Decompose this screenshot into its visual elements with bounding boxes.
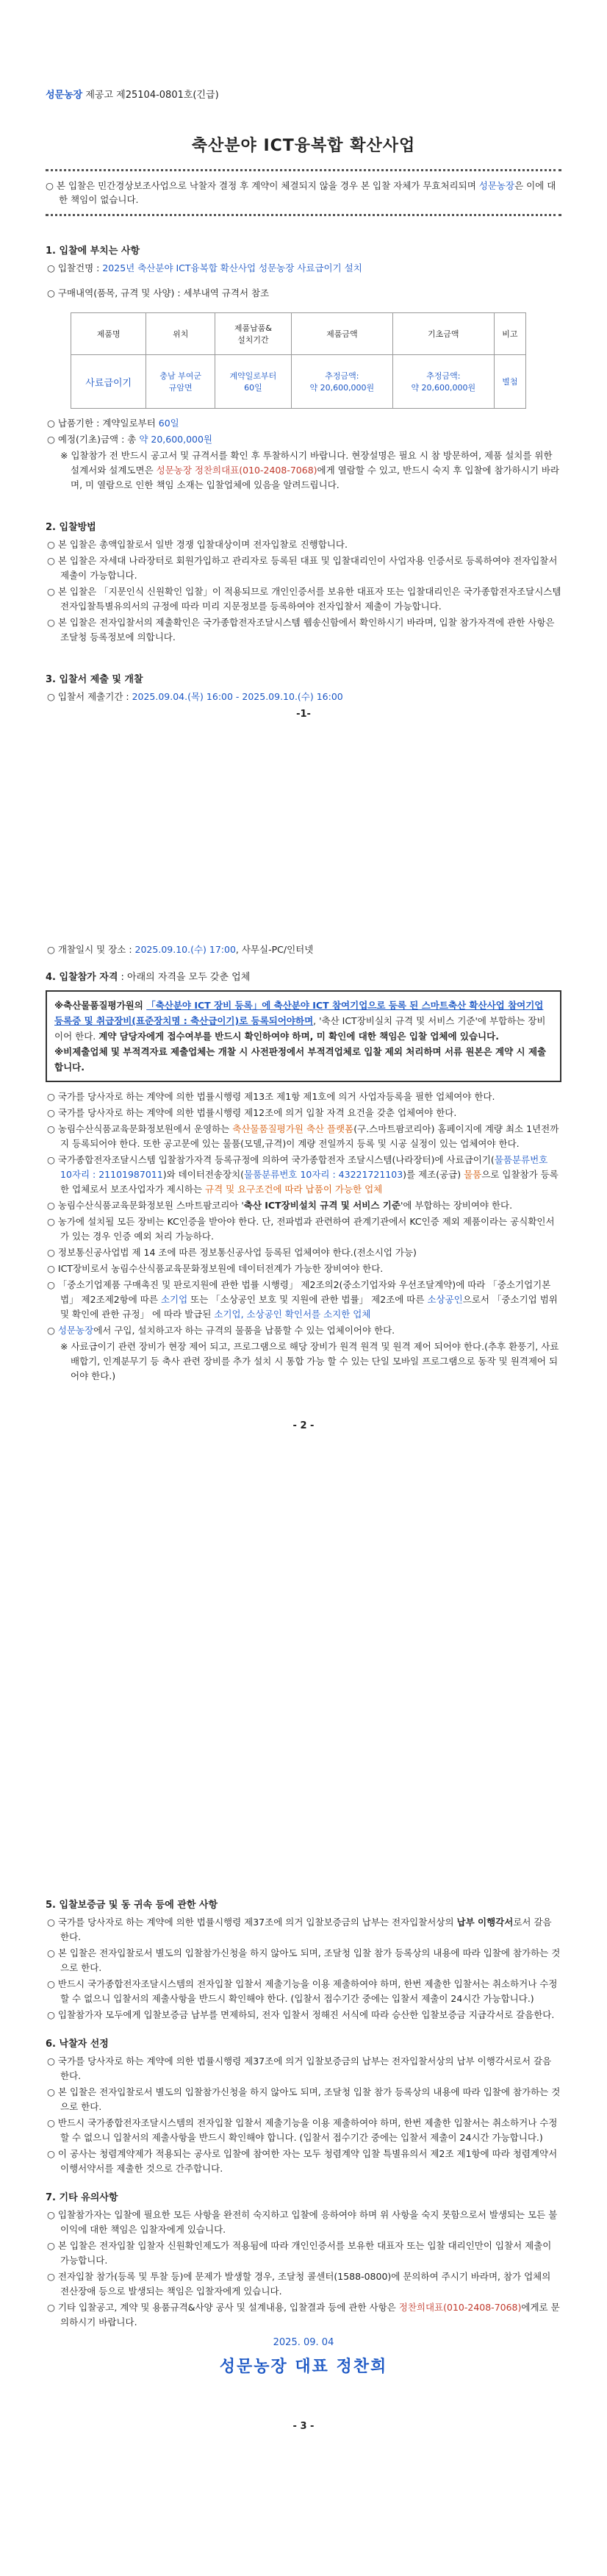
notice-header <box>46 87 561 101</box>
section-6-heading: 6. 낙찰자 선정 <box>46 2039 109 2050</box>
section-5-heading: 5. 입찰보증금 및 동 귀속 등에 관한 사항 <box>46 1900 218 1911</box>
table-header: 제품납품& 설치기간 <box>215 313 292 355</box>
site-note: ※ 입찰참가 전 반드시 공고서 및 규격서를 확인 후 투찰하시기 바랍니다. 현장설명은 필요 시 참 방문하여, 제품 설치를 위한 설계서와 설계도면은 성문농장 정찬희대표(010-2408-7068)에게 열람할 수 있고, 반드시 숙지 후 입찰에 참가하시기 바라며, 미 열람으로 인한 책임 소재는 입찰업체에 있음을 알려드립니다. <box>60 450 560 490</box>
method-p1: ○ 본 입찰은 총액입찰로서 일반 경쟁 입찰대상이며 전자입찰로 진행합니다. <box>47 539 348 550</box>
award-p3: ○ 반드시 국가종합전자조달시스템의 전자입찰 입찰서 제출기능을 이용 제출하여야 하며, 한번 제출한 입찰서는 취소하거나 수정할 수 없으니 입찰서의 제출사항을 반드시 확인해야 합니다. (입찰서 접수기간 중에는 입찰서 제출이 24시간 가능합니다.) <box>47 2117 558 2143</box>
section-7-heading: 7. 기타 유의사항 <box>46 2192 118 2203</box>
detail-note: ○ 구매내역(품목, 규격 및 사양) : 세부내역 규격서 참조 <box>47 287 270 298</box>
divider-top <box>46 169 561 171</box>
document-title: 축산분야 ICT융복합 확산사업 <box>191 137 416 155</box>
qual-6: ○ 농가에 설치될 모든 장비는 KC인증을 받아야 한다. 단, 전파법과 관련하여 관계기관에서 KC인증 제외 제품이라는 공식확인서가 있는 경우 인증 예외 처리 가능하다. <box>47 1216 555 1242</box>
submit-period: ○ 입찰서 제출기간 : 2025.09.04.(목) 16:00 - 2025.09.10.(수) 16:00 <box>47 691 343 702</box>
bond-p4: ○ 입찰참가자 모두에게 입찰보증금 납부를 면제하되, 전자 입찰서 정해진 서식에 따라 승산한 입찰보증금 지급각서로 갈음한다. <box>47 2009 555 2020</box>
table-cell: 추정금액: 약 20,600,000원 <box>291 355 392 409</box>
bond-p1: ○ 국가를 당사자로 하는 계약에 의한 법률시행령 제37조에 의거 입찰보증금의 납부는 전자입찰서상의 납부 이행각서로서 갈음 한다. <box>47 1917 552 1942</box>
divider-bottom <box>46 214 561 216</box>
qual-4: ○ 국가종합전자조달시스템 입찰참가자격 등록규정에 의하여 국가종합전자 조달시스템(나라장터)에 사료급이기(물품분류번호 10자리 : 21101987011)와 데이터전송장치(물품분류번호 10자리 : 43221721103)를 제조(공급) 물품으로 입찰참가 등록한 업체로서 보조사업자가 제시하는 규격 및 요구조건에 따라 납품이 가능한 업체 <box>47 1154 558 1195</box>
bond-p2: ○ 본 입찰은 전자입찰로서 별도의 입찰참가신청을 하지 않아도 되며, 조달청 입찰 참가 등록상의 내용에 따라 입찰에 참가하는 것으로 한다. <box>47 1947 561 1973</box>
qual-8: ○ ICT장비로서 농림수산식품교육문화정보원에 데이터전계가 가능한 장비여야 한다. <box>47 1263 384 1274</box>
page-2 <box>0 941 607 1431</box>
page-number-1: -1- <box>296 709 311 720</box>
section-4-heading: 4. 입찰참가 자격 : 아래의 자격을 모두 갖춘 업체 <box>46 972 251 983</box>
notice-date: 2025. 09. 04 <box>273 2337 334 2348</box>
table-header: 위치 <box>146 313 215 355</box>
qualification-box: ※축산물품질평가원의 「축산분야 ICT 장비 등록」에 축산분야 ICT 참여기업으로 등록 된 스마트축산 확산사업 참여기업 등록증 및 취급장비(표준장치명 : 축산급이기)로 등록되어야하며, '축산 ICT장비실치 규격 및 서비스 기준'에 부합하는 장비이어 한다. 계약 담당자에게 접수여부를 반드시 확인하여야 하며, 미 확인에 대한 책임은 입찰 업체에 있습니다. ※비제출업체 및 부적격자료 제출업체는 개찰 시 사전판정에서 부적격업체로 입찰 제외 처리하며 서류 원본은 계약 시 제출합니다. <box>46 990 561 1082</box>
table-header: 기초금액 <box>392 313 494 355</box>
qual-11: ※ 사료급이기 관련 장비가 현장 제어 되고, 프로그램으로 해당 장비가 원격 원격 및 원격 제어 되어야 한다.(추후 환풍기, 사료배합기, 인계분무기 등 축사 관련 장비를 추가 설치 시 통합 가능 할 수 있는 단일 모바일 프로그램으로 동작 및 원격제어 되어야 한다.) <box>60 1341 559 1381</box>
section-2-heading: 2. 입찰방법 <box>46 522 96 533</box>
table-header: 제품명 <box>71 313 146 355</box>
notice-number: 제공고 제25104-0801호(긴급) <box>85 90 219 101</box>
misc-p2: ○ 본 입찰은 전자입찰 입찰자 신원확인제도가 적용됨에 따라 개인인증서를 보유한 대표자 또는 입찰 대리인만이 입찰서 제출이 가능합니다. <box>47 2240 552 2266</box>
page-number-2: - 2 - <box>292 1420 315 1431</box>
award-p1: ○ 국가를 당사자로 하는 계약에 의한 법률시행령 제37조에 의거 입찰보증금의 납부는 전자입찰서상의 납부 이행각서로서 갈음 한다. <box>47 2056 552 2081</box>
table-header: 제품금액 <box>291 313 392 355</box>
qual-3: ○ 농림수산식품교육문화정보원에서 운영하는 축산물품질평가원 축산 플랫폼(구.스마트팜코리아) 홈페이지에 계량 최소 1년전까지 등록되어야 한다. 또한 공고문에 있는 물품(모델,규격)이 계량 전일까지 등록 및 시공 실정이 있는 업체여야 한다. <box>47 1123 559 1149</box>
qual-1: ○ 국가를 당사자로 하는 계약에 의한 법률시행령 제13조 제1항 제1호에 의거 사업자등록을 필한 업체여야 한다. <box>47 1091 495 1102</box>
qual-10: ○ 성문농장에서 구입, 설치하고자 하는 규격의 물품을 납품할 수 있는 업체이어야 한다. <box>47 1325 395 1336</box>
method-p3: ○ 본 입찰은 「지문인식 신원확인 입찰」이 적용되므로 개인인증서를 보유한 대표자 또는 입찰대리인은 국가종합전자조달시스템 전자입찰특별유의서의 규정에 따라 미리 지문정보를 등록하여야 전자입찰서 제출이 가능합니다. <box>47 586 561 612</box>
delivery-term: ○ 납품기한 : 계약일로부터 60일 <box>47 418 179 429</box>
award-p2: ○ 본 입찰은 전자입찰로서 별도의 입찰참가신청을 하지 않아도 되며, 조달청 입찰 참가 등록상의 내용에 따라 입찰에 참가하는 것으로 한다. <box>47 2086 561 2112</box>
section-3-heading: 3. 입찰서 제출 및 개찰 <box>46 674 143 685</box>
qual-2: ○ 국가를 당사자로 하는 계약에 의한 법률시행령 제12조에 의거 입찰 자격 요건을 갖춘 업체여야 한다. <box>47 1107 457 1118</box>
table-cell: 별첨 <box>494 355 525 409</box>
table-cell: 사료급이기 <box>71 355 146 409</box>
misc-p4: ○ 기타 입찰공고, 계약 및 용품규격&사양 공사 및 설계내용, 입찰결과 등에 관한 사항은 정찬희대표(010-2408-7068)에게로 문의하시기 바랍니다. <box>47 2302 560 2328</box>
item-name: ○ 입찰건명 : 2025년 축산분야 ICT융복합 확산사업 성문농장 사료급이기 설치 <box>47 262 362 273</box>
qual-9: ○ 「중소기업제품 구매촉진 및 판로지원에 관한 법률 시행령」 제2조의2(중소기업자와 우선조달계약)에 따라 「중소기업기본법」 제2조제2항에 따른 소기업 또는 「소상공인 보호 및 지원에 관한 법률」 제2조에 따른 소상공인으로서 「중소기업 범위 및 확인에 관한 규정」 에 따라 발급된 소기업, 소상공인 확인서를 소지한 업체 <box>47 1279 558 1320</box>
notice-org: 성문농장 <box>46 90 83 101</box>
method-p2: ○ 본 입찰은 자세대 나라장터로 회원가입하고 관리자로 등록된 대표 및 입찰대리인이 사업자용 인증서로 등록하여야 전자입찰서 제출이 가능합니다. <box>47 555 558 581</box>
method-p4: ○ 본 입찰은 전자입찰서의 제출확인은 국가종합전자조달시스템 웹송신함에서 확인하시기 바라며, 입찰 참가자격에 관한 사항은 조달청 등록정보에 의합니다. <box>47 617 555 643</box>
spec-table <box>71 312 526 409</box>
budget: ○ 예정(기초)금액 : 총 약 20,600,000원 <box>47 434 213 445</box>
page-3 <box>0 1897 607 2432</box>
signature: 성문농장 대표 정찬희 <box>219 2358 388 2376</box>
table-cell: 추정금액: 약 20,600,000원 <box>392 355 494 409</box>
table-cell: 충남 부여군 규암면 <box>146 355 215 409</box>
qual-5: ○ 농림수산식품교육문화정보원 스마트팜코리아 '축산 ICT장비설치 규격 및 서비스 기준'에 부합하는 장비여야 한다. <box>47 1200 513 1211</box>
table-header: 비고 <box>494 313 525 355</box>
misc-p3: ○ 전자입찰 참가(등록 및 투찰 등)에 문제가 발생할 경우, 조달청 콜센터(1588-0800)에 문의하여 주시기 바라며, 참가 업체의 전산장애 등으로 발생되는 책임은 입찰자에게 있습니다. <box>47 2271 551 2297</box>
table-cell: 계약일로부터 60일 <box>215 355 292 409</box>
misc-p1: ○ 입찰참가자는 입찰에 필요한 모든 사항을 완전히 숙지하고 입찰에 응하여야 하며 위 사항을 숙지 못함으로서 발생되는 모든 불이익에 대한 책임은 입찰자에게 있습니다. <box>47 2209 558 2235</box>
qual-7: ○ 정보통신공사업법 제 14 조에 따른 정보통신공사업 등록된 업체여야 한다.(전소시업 가능) <box>47 1247 417 1258</box>
award-p4: ○ 이 공사는 청렴계약제가 적용되는 공사로 입찰에 참여한 자는 모두 청렴계약 입찰 특별유의서 제2조 제1항에 따라 청렴계약서 이행서약서를 제출한 것으로 간주합니다. <box>47 2148 558 2174</box>
bond-p3: ○ 반드시 국가종합전자조달시스템의 전자입찰 입찰서 제출기능을 이용 제출하여야 하며, 한번 제출한 입찰서는 취소하거나 수정할 수 없으니 입찰서의 제출사항을 반드시 확인해야 한다. (입찰서 접수기간 중에는 입찰서 제출이 24시간 가능합니다.) <box>47 1978 558 2004</box>
page-1 <box>0 0 607 720</box>
section-1-heading: 1. 입찰에 부치는 사항 <box>46 246 140 257</box>
page-number-3: - 3 - <box>292 2421 315 2432</box>
open-datetime: ○ 개찰일시 및 장소 : 2025.09.10.(수) 17:00, 사무실-PC/인터넷 <box>47 944 314 955</box>
intro-paragraph: ○ 본 입찰은 민간경상보조사업으로 낙찰자 결정 후 계약이 체결되지 않을 경우 본 입찰 자체가 무효처리되며 성문농장은 이에 대한 책임이 없습니다. <box>46 180 556 205</box>
